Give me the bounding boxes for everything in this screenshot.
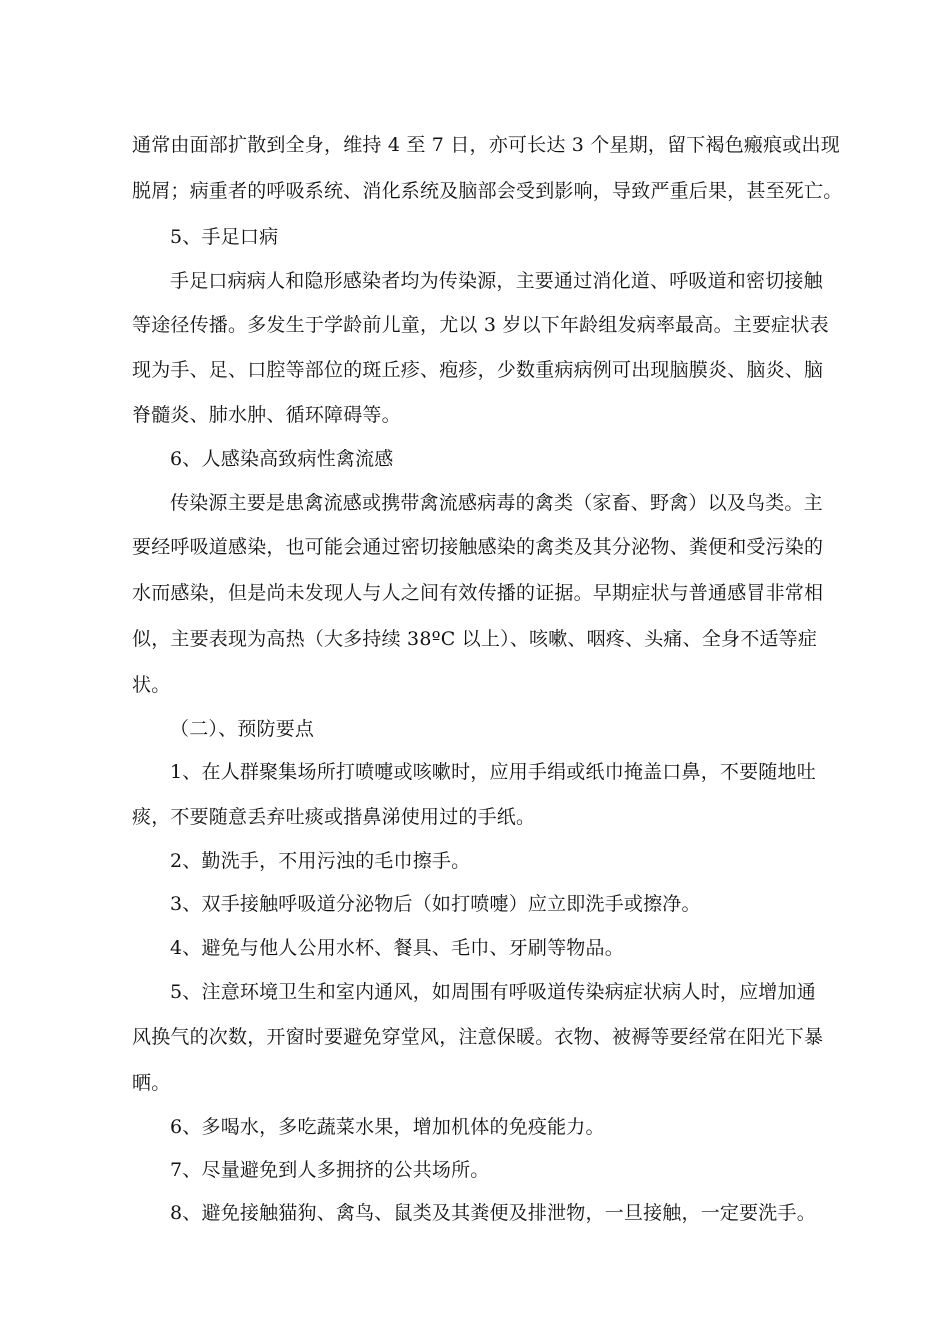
text-line: 痰，不要随意丢弃吐痰或揩鼻涕使用过的手纸。 <box>132 806 536 828</box>
list-item: 5、注意环境卫生和室内通风，如周围有呼吸道传染病症状病人时，应增加通 <box>170 981 816 1003</box>
text-line: 脊髓炎、肺水肿、循环障碍等。 <box>132 404 401 426</box>
section-heading: （二）、预防要点 <box>170 718 315 740</box>
text-line: 状。 <box>132 674 171 696</box>
text-line: 手足口病病人和隐形感染者均为传染源，主要通过消化道、呼吸道和密切接触 <box>170 270 823 292</box>
list-item: 6、多喝水，多吃蔬菜水果，增加机体的免疫能力。 <box>170 1116 605 1138</box>
list-item: 3、双手接触呼吸道分泌物后（如打喷嚏）应立即洗手或擦净。 <box>170 893 701 915</box>
section-heading: 5、手足口病 <box>170 226 279 248</box>
text-line: 脱屑；病重者的呼吸系统、消化系统及脑部会受到影响，导致严重后果，甚至死亡。 <box>132 180 843 202</box>
text-line: 等途径传播。多发生于学龄前儿童，尤以 3 岁以下年龄组发病率最高。主要症状表 <box>132 314 829 336</box>
list-item: 8、避免接触猫狗、禽鸟、鼠类及其粪便及排泄物，一旦接触，一定要洗手。 <box>170 1202 816 1224</box>
list-item: 4、避免与他人公用水杯、餐具、毛巾、牙刷等物品。 <box>170 937 624 959</box>
text-line: 现为手、足、口腔等部位的斑丘疹、疱疹，少数重病病例可出现脑膜炎、脑炎、脑 <box>132 359 824 381</box>
text-line: 晒。 <box>132 1072 171 1094</box>
text-line: 通常由面部扩散到全身，维持 4 至 7 日，亦可长达 3 个星期，留下褐色瘢痕或出现 <box>132 134 840 156</box>
section-heading: 6、人感染高致病性禽流感 <box>170 448 394 470</box>
list-item: 7、尽量避免到人多拥挤的公共场所。 <box>170 1159 490 1181</box>
text-line: 要经呼吸道感染，也可能会通过密切接触感染的禽类及其分泌物、粪便和受污染的 <box>132 536 824 558</box>
text-line: 水而感染，但是尚未发现人与人之间有效传播的证据。早期症状与普通感冒非常相 <box>132 582 824 604</box>
list-item: 1、在人群聚集场所打喷嚏或咳嗽时，应用手绢或纸巾掩盖口鼻，不要随地吐 <box>170 761 816 783</box>
text-line: 风换气的次数，开窗时要避免穿堂风，注意保暖。衣物、被褥等要经常在阳光下暴 <box>132 1026 824 1048</box>
text-line: 传染源主要是患禽流感或携带禽流感病毒的禽类（家畜、野禽）以及鸟类。主 <box>170 492 823 514</box>
text-line: 似，主要表现为高热（大多持续 38ºC 以上）、咳嗽、咽疼、头痛、全身不适等症 <box>132 628 818 650</box>
list-item: 2、勤洗手，不用污浊的毛巾擦手。 <box>170 850 471 872</box>
